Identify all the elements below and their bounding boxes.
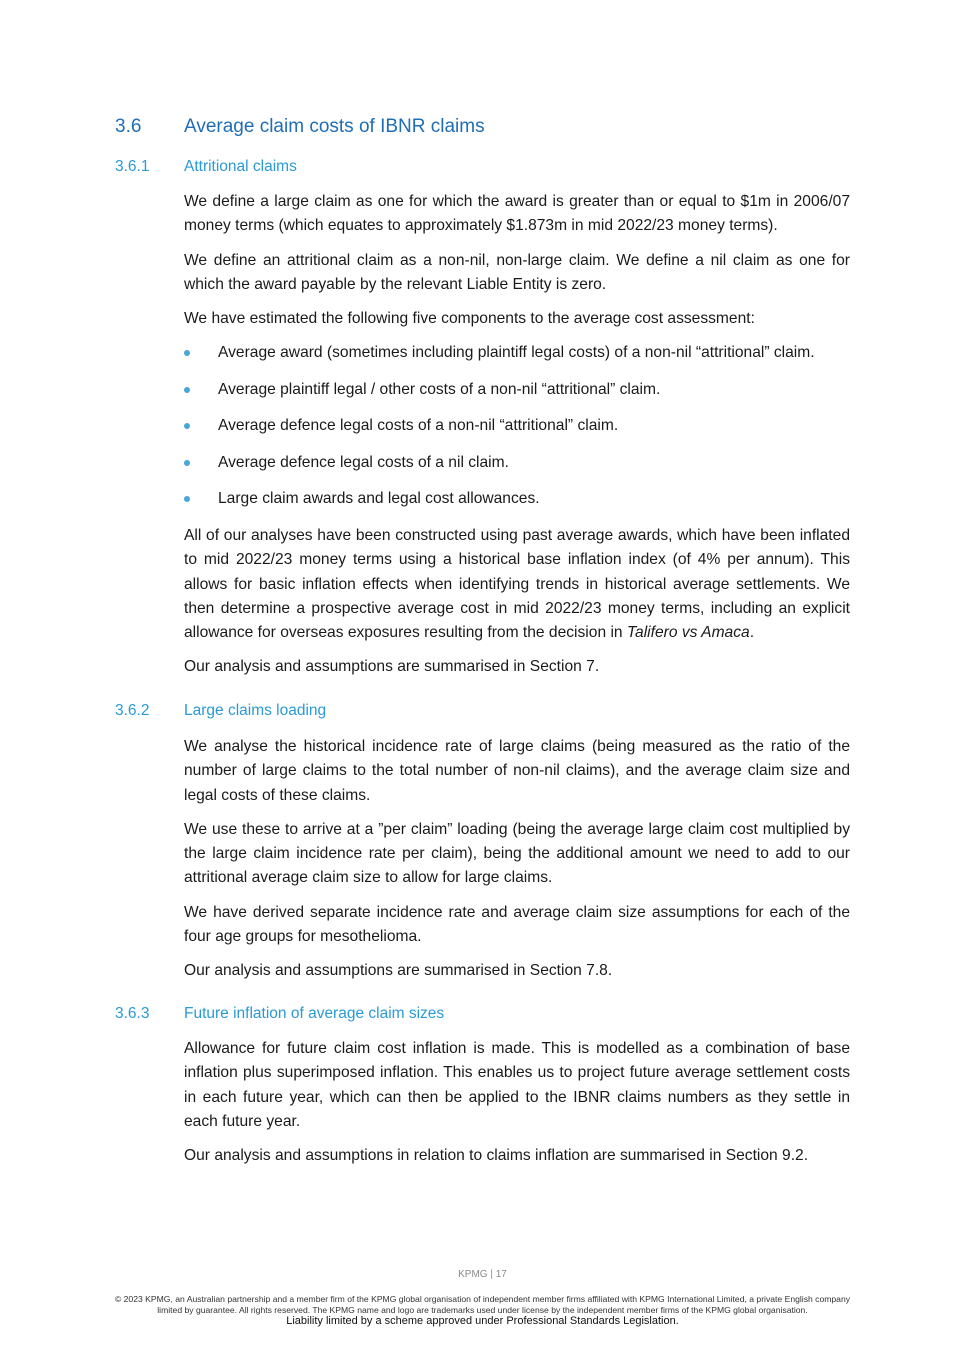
subsection-number: 3.6.2	[115, 702, 150, 719]
paragraph: Our analysis and assumptions are summarised in Section 7.8.	[184, 962, 613, 980]
paragraph: Our analysis and assumptions are summarised in Section 7.	[184, 658, 600, 676]
section-heading	[115, 116, 485, 138]
paragraph: We use these to arrive at a ”per claim” loading (being the average large claim cost multiplied by the large claim incidence rate per claim), being the additional amount we need to add to our attritional average claim size to allow for large claims.	[184, 820, 850, 887]
bullet-icon	[184, 460, 190, 466]
liability-notice: Liability limited by a scheme approved under Professional Standards Legislation.	[286, 1315, 679, 1327]
case-name: Talifero vs Amaca	[626, 624, 750, 642]
inflation-body	[184, 1037, 850, 1178]
subsection-heading-large-claims	[115, 702, 326, 720]
attritional-body	[184, 190, 850, 690]
copyright-notice: © 2023 KPMG, an Australian partnership and a member firm of the KPMG global organisation of independent member firms affiliated with KPMG International Limited, a private English company limited by guarantee. All rights reserved. The KPMG name and logo are trademarks used under license by the independent member firms of the KPMG global organisation.	[114, 1294, 851, 1315]
list-item: Average award (sometimes including plaintiff legal costs) of a non-nil “attritional” claim.	[184, 341, 850, 365]
section-title: Average claim costs of IBNR claims	[184, 116, 485, 137]
subsection-number: 3.6.3	[115, 1005, 150, 1022]
subsection-heading-inflation	[115, 1005, 444, 1023]
paragraph: We define an attritional claim as a non-nil, non-large claim. We define a nil claim as one for which the award payable by the relevant Liable Entity is zero.	[184, 251, 850, 293]
paragraph: All of our analyses have been constructed using past average awards, which have been inflated to mid 2022/23 money terms using a historical base inflation index (of 4% per annum). This allows for basic inflation effects when identifying trends in historical average settlements. We then determine a prospective average cost in mid 2022/23 money terms, including an explicit allowance for overseas exposures resulting from the decision in Talifero vs Amaca.	[184, 526, 850, 642]
list-item: Average defence legal costs of a nil claim.	[184, 451, 850, 475]
bullet-icon	[184, 496, 190, 502]
bullet-icon	[184, 350, 190, 356]
paragraph: Our analysis and assumptions in relation to claims inflation are summarised in Section 9.2.	[184, 1147, 809, 1165]
paragraph: We have estimated the following five components to the average cost assessment:	[184, 310, 755, 328]
subsection-title: Attritional claims	[184, 158, 297, 175]
page-number: KPMG | 17	[458, 1269, 507, 1280]
paragraph: We define a large claim as one for which the award is greater than or equal to $1m in 2006/07 money terms (which equates to approximately $1.873m in mid 2022/23 money terms).	[184, 193, 850, 235]
paragraph: Allowance for future claim cost inflation is made. This is modelled as a combination of base inflation plus superimposed inflation. This enables us to project future average settlement costs in each future year, which can then be applied to the IBNR claims numbers as they settle in each future year.	[184, 1040, 850, 1130]
large-claims-body	[184, 735, 850, 994]
paragraph: We have derived separate incidence rate and average claim size assumptions for each of the four age groups for mesothelioma.	[184, 903, 850, 946]
section-number: 3.6	[115, 116, 142, 137]
bullet-list	[184, 341, 850, 511]
subsection-title: Large claims loading	[184, 702, 327, 719]
subsection-heading-attritional	[115, 158, 297, 176]
subsection-number: 3.6.1	[115, 158, 150, 175]
list-item: Average plaintiff legal / other costs of a non-nil “attritional” claim.	[184, 378, 850, 402]
bullet-icon	[184, 387, 190, 393]
subsection-title: Future inflation of average claim sizes	[184, 1005, 445, 1022]
list-item: Large claim awards and legal cost allowances.	[184, 487, 850, 511]
paragraph: We analyse the historical incidence rate of large claims (being measured as the ratio of the number of large claims to the total number of non-nil claims), and the average claim size and legal costs of these claims.	[184, 738, 850, 804]
bullet-icon	[184, 423, 190, 429]
list-item: Average defence legal costs of a non-nil “attritional” claim.	[184, 414, 850, 438]
